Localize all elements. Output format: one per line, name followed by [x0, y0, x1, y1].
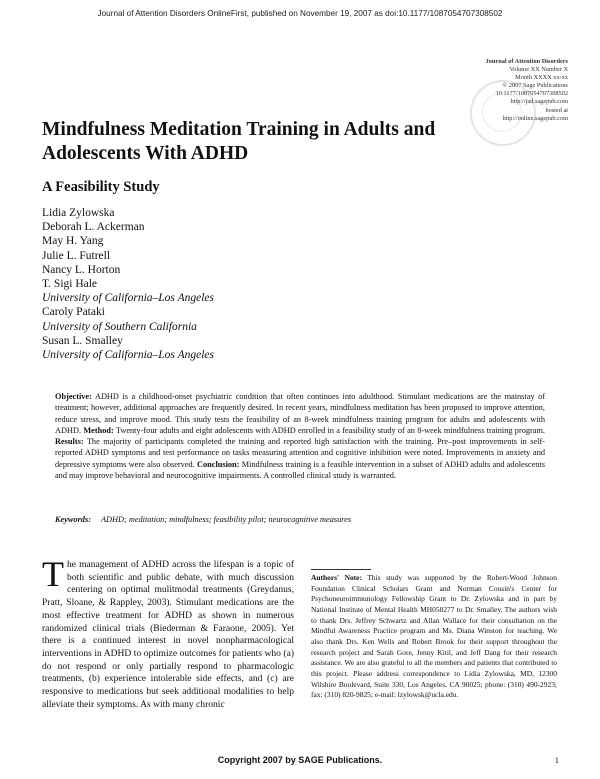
abstract-conclusion-label: Conclusion: — [197, 459, 240, 469]
journal-url-link[interactable]: http://jad.sagepub.com — [510, 98, 568, 106]
keywords — [55, 515, 545, 524]
doi-header-line: Journal of Attention Disorders OnlineFirst, published on November 19, 2007 as doi:10.1177/1087054707308502 — [97, 9, 503, 18]
footnote-divider — [311, 569, 371, 570]
keywords-value: ADHD; meditation; mindfulness; feasibility pilot; neurocognitive measures — [100, 515, 352, 524]
author-affiliation: University of Southern California — [42, 320, 197, 333]
journal-name: Journal of Attention Disorders — [485, 58, 568, 65]
author-affiliation: University of California–Los Angeles — [42, 292, 214, 305]
abstract-method-label: Method: — [83, 425, 114, 435]
abstract-results-label: Results: — [55, 437, 84, 446]
body-column-left — [42, 554, 294, 711]
journal-hosted-at: hosted at — [545, 106, 568, 114]
author-name: Julie L. Futrell — [42, 249, 111, 262]
author-list — [42, 206, 214, 362]
author-name: Caroly Pataki — [42, 306, 105, 319]
drop-cap: T — [42, 554, 64, 594]
author-name: May H. Yang — [42, 235, 104, 248]
article-subtitle: A Feasibility Study — [42, 179, 160, 195]
journal-copyright: © 2007 Sage Publications — [502, 82, 568, 90]
page-number: 1 — [554, 755, 559, 765]
author-name: Nancy L. Horton — [42, 263, 121, 276]
journal-online-url-link[interactable]: http://online.sagepub.com — [502, 114, 568, 122]
abstract-objective-label: Objective: — [55, 392, 92, 401]
journal-info-block — [486, 58, 568, 123]
author-name: Lidia Zylowska — [42, 207, 115, 219]
author-name: Deborah L. Ackerman — [42, 221, 145, 234]
intro-paragraph: he management of ADHD across the lifespan is a topic of both scientific and public debate, with much discussion centering on optimal mulitmodal treatments (Greydanus, Pratt, Sloane, & Rappley, 2003). Stimulant medications are the most effective treatment for ADHD as shown in numerous randomized clinical trials (Biederman & Faraone, 2005). Yet there is a continued interest in novel nonpharmacological interventions in ADHD to optimize outcomes for patients who (a) do not respond or only partially respond to pharmacologic treatments, (b) experience intolerable side effects, and (c) are responsive to medications but seek additional modalities to help alleviate their symptoms. As with many chronic — [42, 559, 294, 710]
authors-note-label: Authors' Note: — [311, 573, 362, 582]
abstract-method-text: Twenty-four adults and eight adolescents with ADHD enrolled in a feasibility study of an 8-week mindfulness training program. — [113, 425, 545, 435]
abstract-objective-text: ADHD is a childhood-onset psychiatric condition that often continues into adulthood. Stimulant medications are the mainstay of treatment; however, additional approaches are frequently desired. In recent years, mindfulness meditation has been proposed to improve attention, reduce stress, and improve mood. This study tests the feasibility of an 8-week mindfulness training program for adults and adolescents with ADHD. — [55, 392, 545, 435]
author-name: Susan L. Smalley — [42, 334, 123, 347]
journal-doi: 10.1177/1087054707308502 — [495, 90, 568, 98]
abstract — [55, 391, 545, 481]
authors-note — [311, 573, 557, 701]
abstract-results-text: The majority of participants completed the training and reported high satisfaction with the training. Pre–post improvements in self-reported ADHD symptoms and test performance on tasks measuring attention and cognitive inhibition were noted. Improvements in anxiety and depressive symptoms were also observed. — [55, 437, 545, 469]
author-name: T. Sigi Hale — [42, 278, 98, 291]
authors-note-text: This study was supported by the Robert-Wood Johnson Foundation Clinical Scholars Grant and Norman Cousin's Center for Psychoneuroimmunology Fellowship Grant to Dr. Zylowska and in part by National Institute of Mental Health MH058277 to Dr. Smalley. The authors wish to thank Drs. Jeffrey Schwartz and Allan Wallace for their consultation on the Mindful Awareness Practice program and Ms. Diana Winston for teaching. We also thank Drs. Ken Wells and Robert Brook for their support throughout the research project and Sarah Gore, Jenny Kitil, and Jeff Dang for their research assistance. We are also grateful to all the members and patients that contributed to this project. Please address correspondence to Lidia Zylowska, MD, 12300 Wilshire Boulevard, Suite 330, Los Angeles, CA 90025; phone: (310) 490-2923; fax: (310) 820-9825; e-mail: lzylowsk@ucla.edu. — [311, 573, 557, 700]
article-title: Mindfulness Meditation Training in Adults and Adolescents With ADHD — [42, 119, 436, 164]
journal-volume: Volume XX Number X — [509, 66, 568, 74]
author-affiliation: University of California–Los Angeles — [42, 349, 214, 362]
abstract-conclusion-text: Mindfulness training is a feasible intervention in a subset of ADHD adults and adolescents and may improve behavioral and neurocognitive impairments. A controlled clinical study is warranted. — [55, 459, 545, 480]
keywords-label: Keywords: — [55, 515, 91, 524]
journal-date: Month XXXX xx-xx — [515, 74, 568, 82]
copyright-footer: Copyright 2007 by SAGE Publications. — [217, 755, 383, 765]
